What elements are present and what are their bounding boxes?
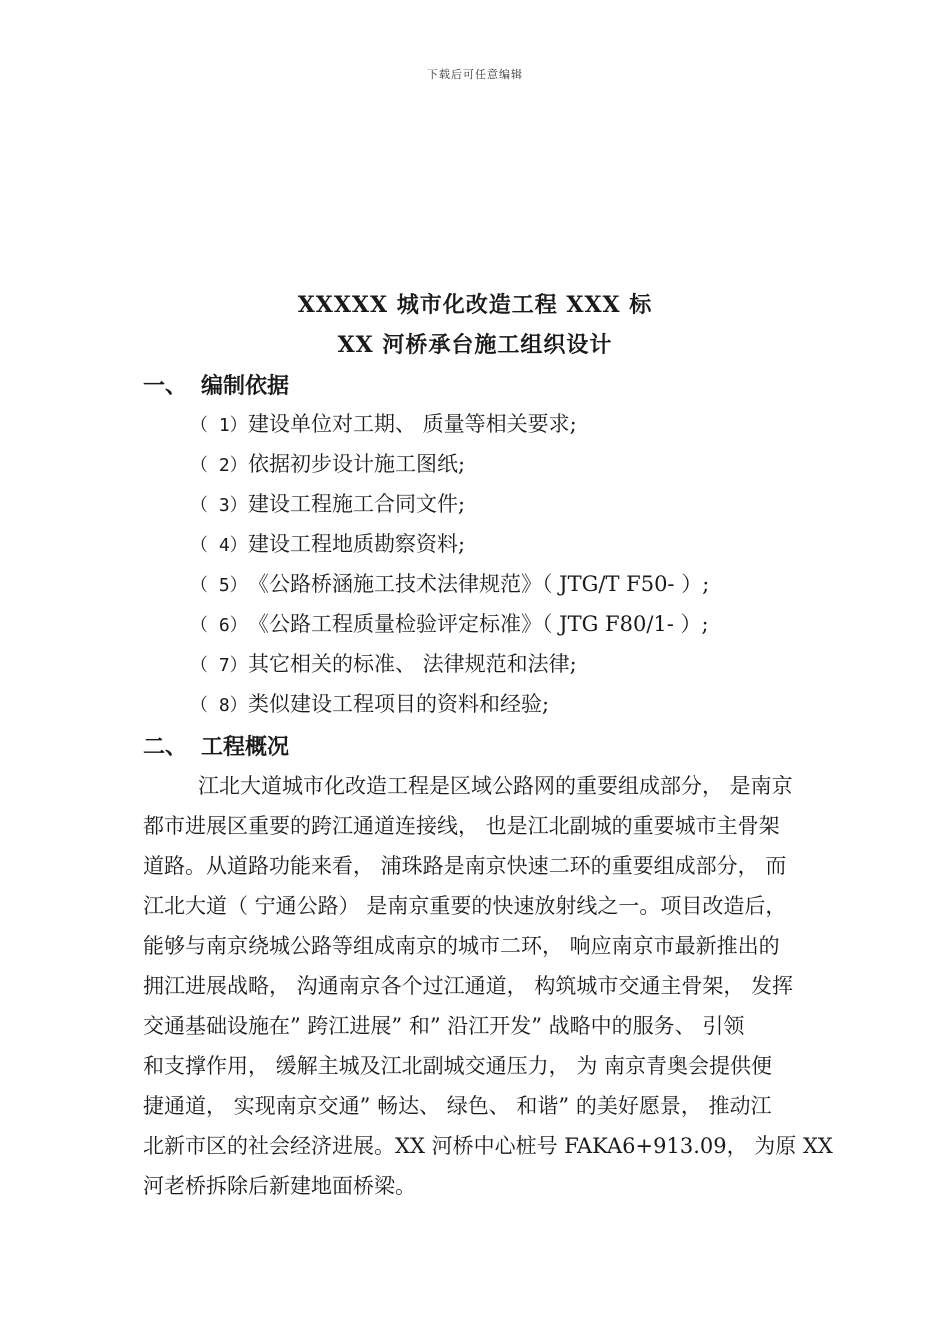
list-marker: （ 4） xyxy=(190,535,248,556)
section-number: 一、 xyxy=(143,373,188,399)
header-note: 下载后可任意编辑 xyxy=(427,68,523,81)
paragraph-line: 北新市区的社会经济进展。XX 河桥中心桩号 FAKA6+913.09， 为原 XX xyxy=(143,1134,833,1158)
list-item-text: 建设单位对工期、 质量等相关要求; xyxy=(248,412,577,436)
list-item-text: 依据初步设计施工图纸; xyxy=(248,452,466,476)
list-item-text: 建设工程地质勘察资料; xyxy=(248,532,466,556)
list-marker: （ 3） xyxy=(190,495,248,516)
list-marker: （ 5） xyxy=(190,575,248,596)
list-item xyxy=(190,689,709,729)
list-marker: （ 7） xyxy=(190,655,248,676)
overview-paragraph xyxy=(143,771,843,1211)
list-item xyxy=(190,449,709,489)
section-heading-basis xyxy=(143,369,289,400)
paragraph-line: 都市进展区重要的跨江通道连接线， 也是江北副城的重要城市主骨架 xyxy=(143,814,780,838)
list-marker: （ 2） xyxy=(190,455,248,476)
document-title-line-1: XXXXX 城市化改造工程 XXX 标 xyxy=(297,292,653,318)
list-marker: （ 6） xyxy=(190,615,248,636)
list-item-text: 《公路桥涵施工技术法律规范》（ JTG/T F50- ）; xyxy=(248,572,710,596)
list-marker: （ 8） xyxy=(190,695,248,716)
list-item-text: 《公路工程质量检验评定标准》（ JTG F80/1- ）; xyxy=(248,612,709,636)
document-title-line-2: XX 河桥承台施工组织设计 xyxy=(337,332,613,358)
list-item xyxy=(190,529,709,569)
paragraph-line: 拥江进展战略， 沟通南京各个过江通道， 构筑城市交通主骨架， 发挥 xyxy=(143,974,794,998)
list-item xyxy=(190,569,709,609)
list-item xyxy=(190,649,709,689)
section-title: 编制依据 xyxy=(201,373,290,399)
paragraph-line: 河老桥拆除后新建地面桥梁。 xyxy=(143,1174,416,1198)
list-item-text: 建设工程施工合同文件; xyxy=(248,492,466,516)
paragraph-line: 交通基础设施在” 跨江进展” 和” 沿江开发” 战略中的服务、 引领 xyxy=(143,1014,745,1038)
paragraph-line: 和支撑作用， 缓解主城及江北副城交通压力， 为 南京青奥会提供便 xyxy=(143,1054,773,1078)
list-item xyxy=(190,609,709,649)
section-number: 二、 xyxy=(143,734,188,760)
section-title: 工程概况 xyxy=(201,734,290,760)
basis-list xyxy=(190,409,709,729)
paragraph-line: 能够与南京绕城公路等组成南京的城市二环， 响应南京市最新推出的 xyxy=(143,934,780,958)
list-marker: （ 1） xyxy=(190,415,248,436)
list-item-text: 其它相关的标准、 法律规范和法律; xyxy=(248,652,577,676)
paragraph-line: 江北大道（ 宁通公路） 是南京重要的快速放射线之一。项目改造后， xyxy=(143,894,787,918)
paragraph-line: 道路。从道路功能来看， 浦珠路是南京快速二环的重要组成部分， 而 xyxy=(143,854,787,878)
list-item-text: 类似建设工程项目的资料和经验; xyxy=(248,692,550,716)
list-item xyxy=(190,489,709,529)
list-item xyxy=(190,409,709,449)
section-heading-overview xyxy=(143,730,289,761)
paragraph-line: 江北大道城市化改造工程是区域公路网的重要组成部分， 是南京 xyxy=(198,774,793,798)
paragraph-line: 捷通道， 实现南京交通” 畅达、 绿色、 和谐” 的美好愿景， 推动江 xyxy=(143,1094,772,1118)
